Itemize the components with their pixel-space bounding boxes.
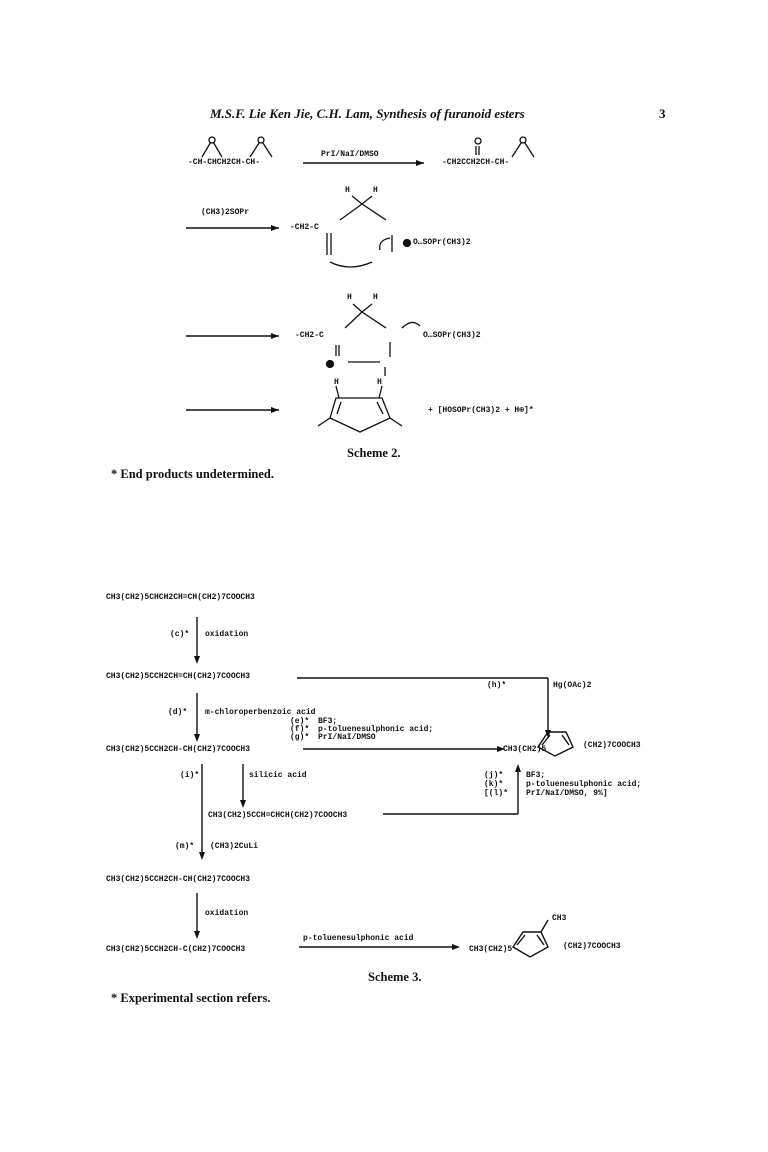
steps-jkl-labels [484,771,508,798]
compound-1-formula: CH3(CH2)5CHCH2CH=CH(CH2)7COOCH3 [106,593,255,602]
reagent-pri-l: PrI/NaI/DMSO, 9%] [526,789,608,798]
step-m-label: (m)* [175,842,195,851]
step-c-label: (c)* [170,630,190,639]
step-k-label: (k)* [484,780,504,789]
furan-2-methyl: CH3 [552,914,567,923]
reagent-mercury-acetate: Hg(OAc)2 [553,681,592,690]
compound-4-formula: CH3(CH2)5CCH=CHCH(CH2)7COOCH3 [208,811,348,820]
step-f-label: (f)* [290,725,310,734]
step-g-label: (g)* [290,733,310,742]
reagent-silicic-acid: silicic acid [249,771,307,780]
furan-1-left-chain: CH3(CH2)5 [503,745,547,754]
reagent-ptsa-k: p-toluenesulphonic acid; [526,780,642,789]
reagent-mcpba: m-chloroperbenzoic acid [205,708,316,717]
h-label-left-3: H [334,378,339,387]
furan-2-left-chain: CH3(CH2)5 [469,945,513,954]
scheme-2-byproducts: + [HOSOPr(CH3)2 + H⊕]* [428,406,534,415]
compound-5-formula: CH3(CH2)5CCH2CH-CH(CH2)7COOCH3 [106,875,251,884]
intermediate-1-label: -CH2-C [290,223,319,232]
sulfonium-complex-2: O…SOPr(CH3)2 [423,331,481,340]
step-h-label: (h)* [487,681,507,690]
step-e-label: (e)* [290,717,310,726]
reagent-oxidation-c: oxidation [205,630,249,639]
intermediate-2-label: -CH2-C [295,331,324,340]
step-i-label: (i)* [180,771,200,780]
compound-2-formula: CH3(CH2)5CCH2CH=CH(CH2)7COOCH3 [106,672,251,681]
page-number: 3 [659,106,666,121]
reagent-bf3-j: BF3; [526,771,546,780]
running-title: M.S.F. Lie Ken Jie, C.H. Lam, Synthesis of furanoid esters [210,106,525,121]
reagent-pri-g: PrI/NaI/DMSO [318,733,376,742]
furan-1-right-chain: (CH2)7COOCH3 [583,741,641,750]
step-j-label: (j)* [484,771,504,780]
compound-6-formula: CH3(CH2)5CCH2CH-C(CH2)7COOCH3 [106,945,246,954]
sulfonium-complex-1: O…SOPr(CH3)2 [413,238,471,247]
step-d-label: (d)* [168,708,188,717]
reagent-final-ptsa: p-toluenesulphonic acid [303,934,414,943]
h-label-right: H [373,186,378,195]
scheme-2-caption: Scheme 2. [347,446,401,460]
reagent-cuprate: (CH3)2CuLi [210,842,259,851]
steps-efg-labels [290,718,309,742]
scheme-3-caption: Scheme 3. [368,970,422,984]
keto-epoxide-formula: -CH2CCH2CH-CH- [442,158,510,167]
step-l-label: [(l)* [484,789,509,798]
h-label-right-2: H [373,293,378,302]
h-label-left: H [345,186,350,195]
reagent-prI-nai-dmso: PrI/NaI/DMSO [321,150,379,159]
reagent-oxidation: oxidation [205,909,249,918]
reagent-ptsa-f: p-toluenesulphonic acid; [318,725,434,734]
diepoxide-formula: -CH-CHCH2CH-CH- [188,158,261,167]
furan-2-right-chain: (CH2)7COOCH3 [563,942,621,951]
footnote-experimental: * Experimental section refers. [111,991,271,1005]
reagents-efg [318,718,433,742]
reagents-jkl [526,771,641,798]
reagent-bf3-e: BF3; [318,717,338,726]
footnote-end-products: * End products undetermined. [111,467,274,481]
h-label-left-2: H [347,293,352,302]
reagent-sulfonium: (CH3)2SOPr [201,208,250,217]
h-label-right-3: H [377,378,382,387]
compound-3-formula: CH3(CH2)5CCH2CH-CH(CH2)7COOCH3 [106,745,251,754]
